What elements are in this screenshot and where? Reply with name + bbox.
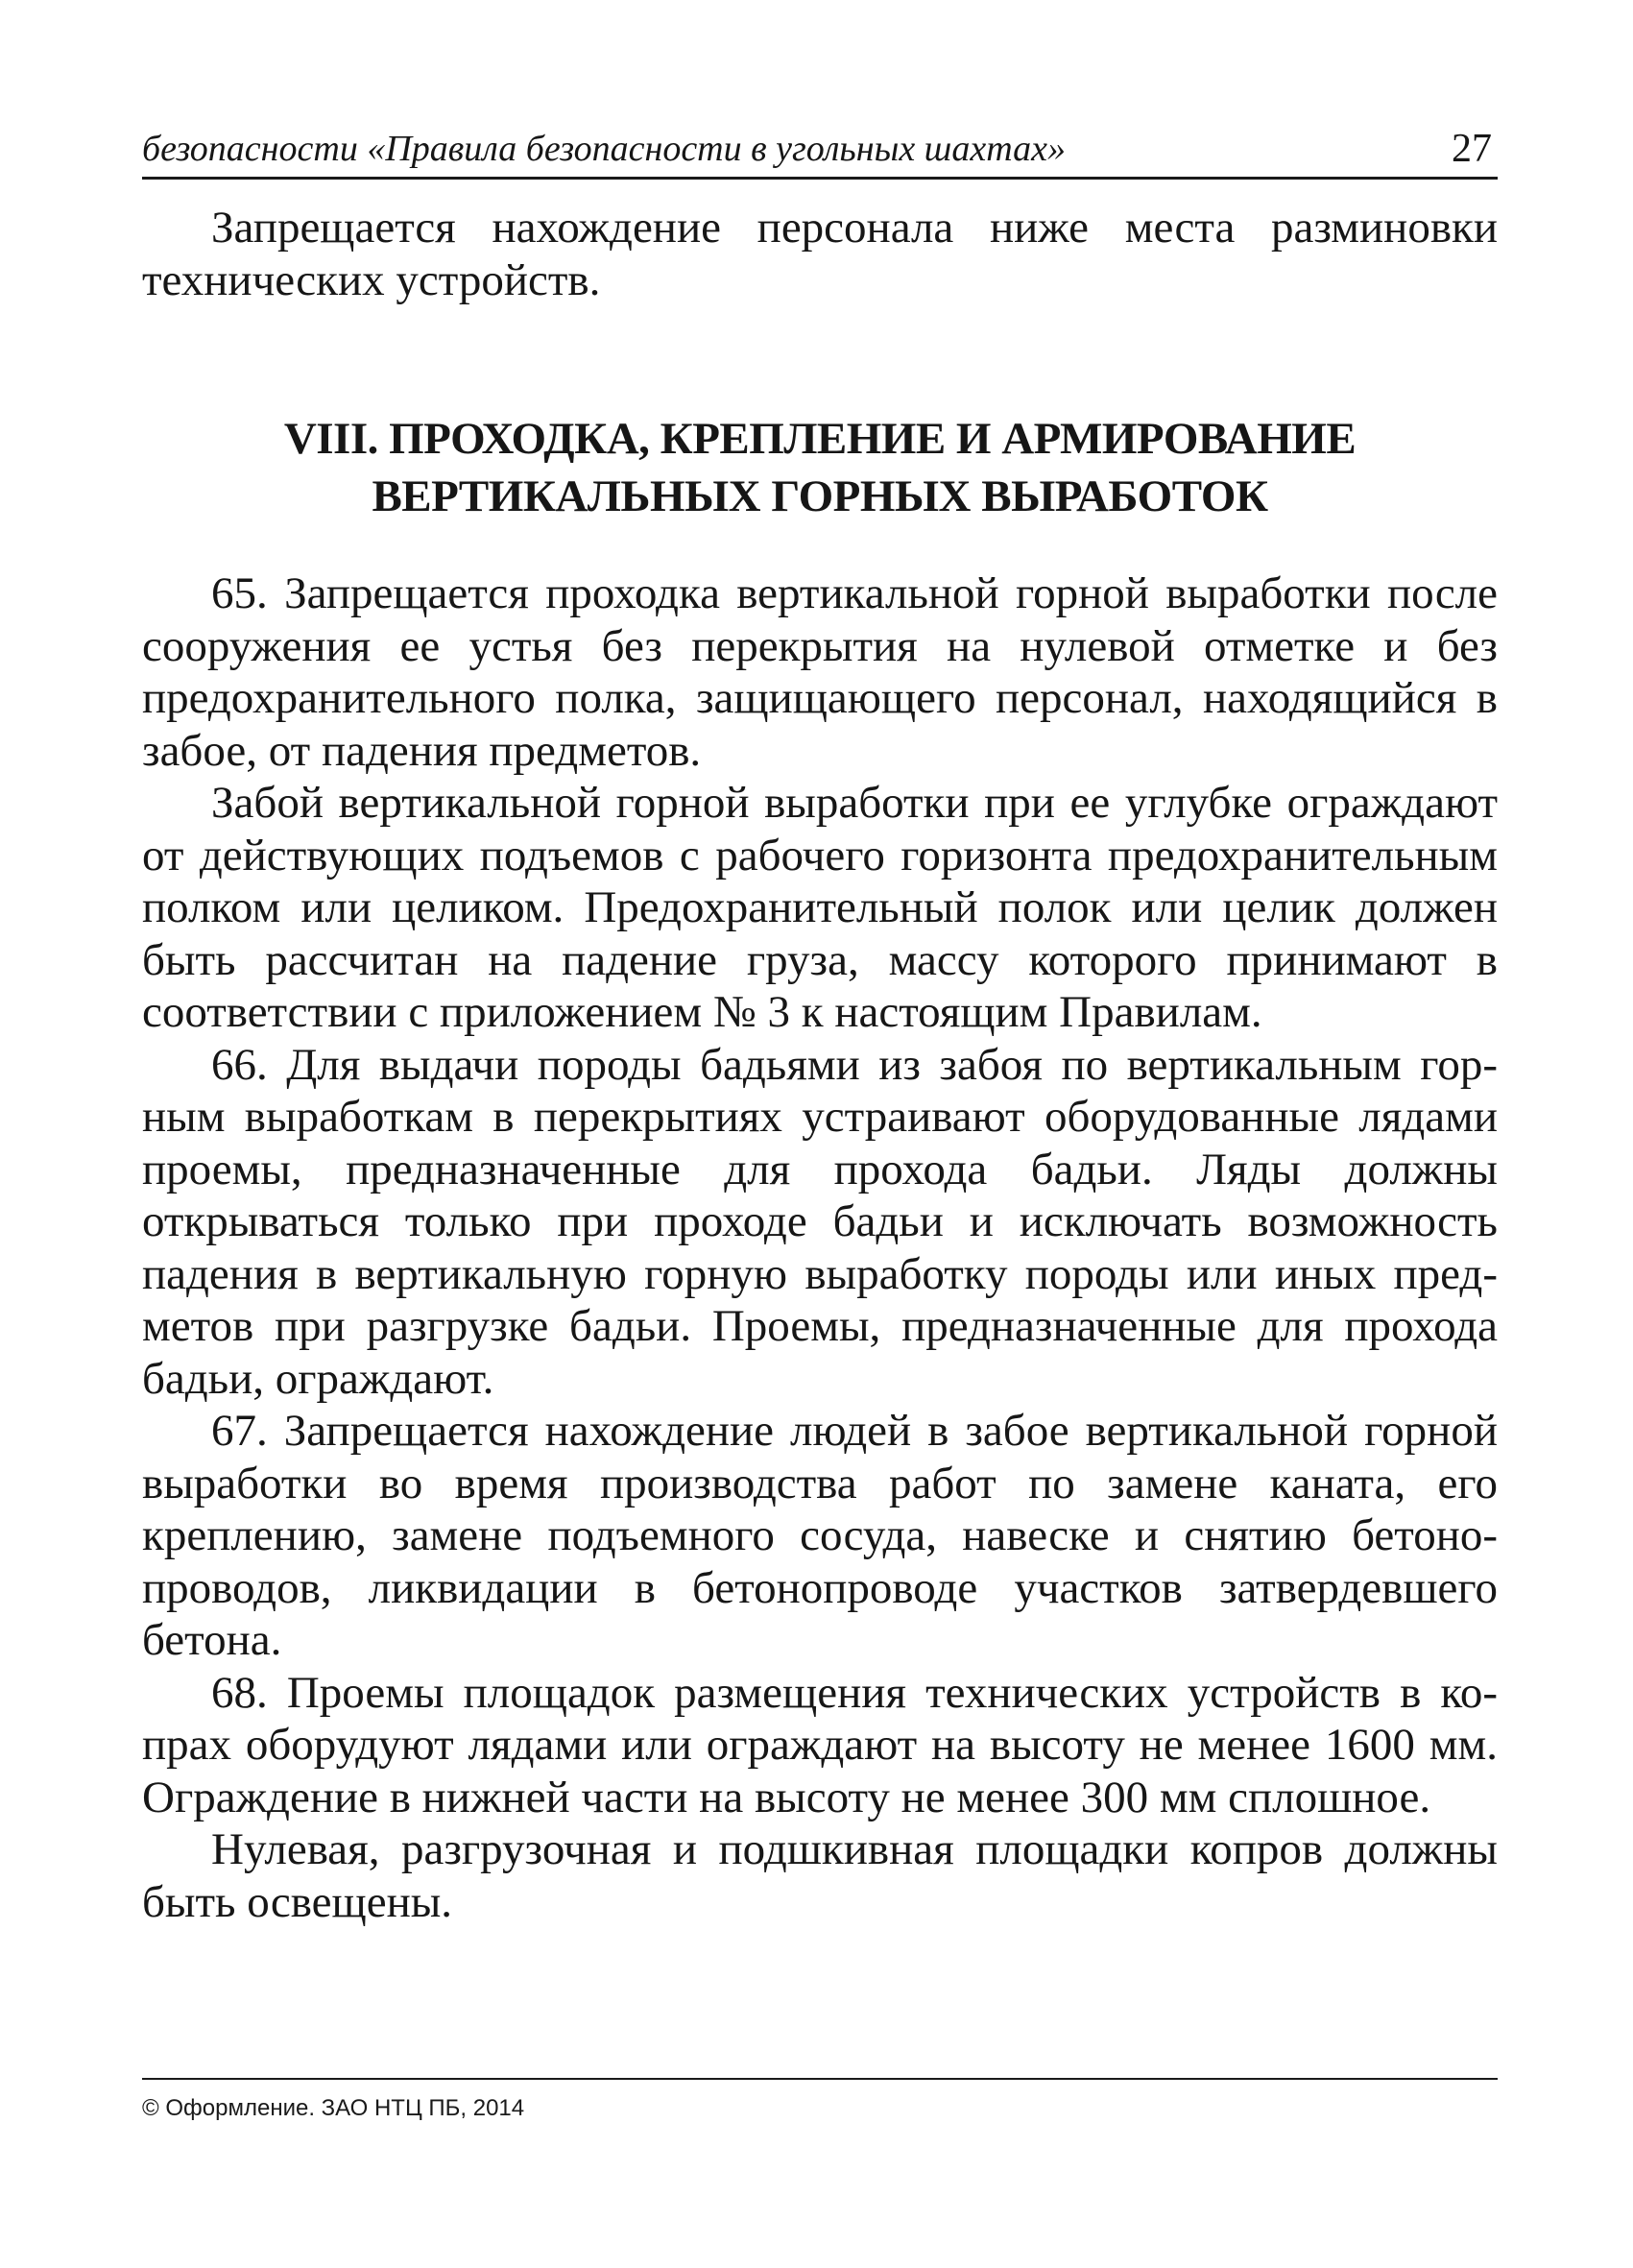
section-heading-line-2: ВЕРТИКАЛЬНЫХ ГОРНЫХ ВЫРАБОТОК <box>372 471 1268 521</box>
page-number: 27 <box>1452 127 1492 171</box>
running-header <box>142 123 1498 180</box>
section-heading-line-1: VIII. ПРОХОДКА, КРЕПЛЕНИЕ И АРМИРОВАНИЕ <box>283 414 1357 464</box>
paragraph-68-continued: Нулевая, разгрузочная и подшкивная площадки копров должны быть освещены. <box>142 1824 1498 1927</box>
intro-paragraph: Запрещается нахождение персонала ниже места разминовки технических устройств. <box>142 203 1498 305</box>
running-header-title: безопасности «Правила безопасности в угольных шахтах» <box>142 129 1067 169</box>
footer-divider <box>142 2078 1498 2080</box>
section-heading <box>142 410 1498 525</box>
body-text <box>142 202 1498 1928</box>
paragraph-68: 68. Проемы площадок размещения технических устройств в копрах оборудуют лядами или ограждают на высоту не менее 1600 мм. Ограждение в нижней части на высоту не менее 300 мм сплошное. <box>142 1667 1498 1822</box>
paragraph-66: 66. Для выдачи породы бадьями из забоя по вертикальным горным выработкам в перекрытиях устраивают оборудованные лядами проемы, предназначенные для прохода бадьи. Ляды должны открываться только при проходе бадьи и исключать возможность падения в вертикальную горную выработку породы или иных предметов при разгрузке бадьи. Проемы, предназначенные для прохода бадьи, ограждают. <box>142 1039 1498 1404</box>
paragraph-65-continued: Забой вертикальной горной выработки при ее углубке ограждают от действующих подъемов с рабочего горизонта предохранительным полком или целиком. Предохранительный полок или целик должен быть рассчитан на падение груза, массу которого принимают в соответствии с приложением № 3 к настоящим Правилам. <box>142 778 1498 1037</box>
paragraph-65: 65. Запрещается проходка вертикальной горной выработки после сооружения ее устья без перекрытия на нулевой отметке и без предохранительного полка, защищающего персонал, находящийся в забое, от падения предметов. <box>142 568 1498 776</box>
footer-copyright: © Оформление. ЗАО НТЦ ПБ, 2014 <box>142 2095 525 2121</box>
paragraph-67: 67. Запрещается нахождение людей в забое вертикальной горной выработки во время производства работ по замене каната, его креплению, замене подъемного сосуда, навеске и снятию бетонопроводов, ликвидации в бетонопроводе участков затвердевшего бетона. <box>142 1406 1498 1665</box>
